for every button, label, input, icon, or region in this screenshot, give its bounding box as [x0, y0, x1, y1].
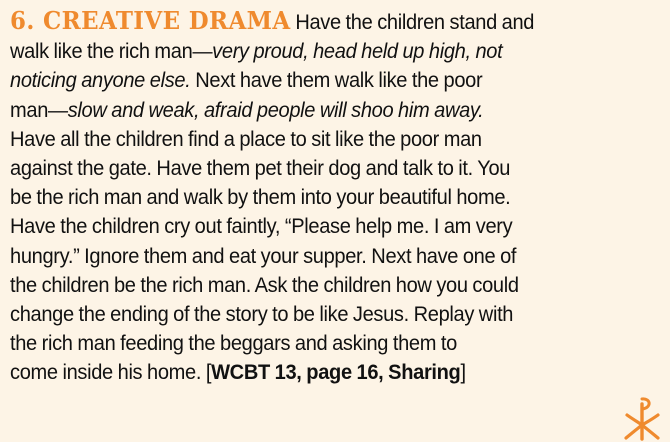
- paragraph-line-8: Have the children cry out faintly, “Please help me. I am very: [10, 215, 513, 239]
- text-run: Next have them walk like the poor: [190, 69, 483, 93]
- activity-heading: 6. CREATIVE DRAMA: [10, 6, 291, 35]
- paragraph-line-6: against the gate. Have them pet their dog and talk to it. You: [10, 157, 511, 181]
- text-run: man—: [10, 98, 68, 122]
- emphasis-text: noticing anyone else.: [10, 69, 191, 93]
- paragraph-line-4: [10, 96, 612, 125]
- paragraph-line-1: [10, 6, 612, 37]
- chi-rho-icon: [622, 395, 662, 441]
- paragraph-line-2: [10, 37, 612, 66]
- text-run: walk like the rich man—: [10, 40, 213, 64]
- paragraph-line-12: the rich man feeding the beggars and asking them to: [10, 332, 457, 356]
- paragraph-line-9: hungry.” Ignore them and eat your supper. Next have one of: [10, 244, 517, 268]
- text-run: Have the children stand and: [290, 11, 535, 34]
- paragraph-line-5: Have all the children find a place to sit like the poor man: [10, 127, 482, 151]
- paragraph-line-11: change the ending of the story to be like Jesus. Replay with: [10, 303, 514, 327]
- activity-paragraph: [10, 6, 612, 388]
- paragraph-line-7: be the rich man and walk by them into your beautiful home.: [10, 186, 511, 210]
- text-run: ]: [460, 361, 466, 385]
- text-run: come inside his home. [: [10, 361, 212, 385]
- paragraph-line-3: [10, 66, 612, 95]
- scripture-reference: WCBT 13, page 16, Sharing: [211, 361, 461, 385]
- paragraph-line-13: [10, 358, 612, 387]
- paragraph-line-10: the children be the rich man. Ask the children how you could: [10, 273, 519, 297]
- emphasis-text: slow and weak, afraid people will shoo him away.: [67, 98, 484, 122]
- emphasis-text: very proud, head held up high, not: [212, 40, 503, 64]
